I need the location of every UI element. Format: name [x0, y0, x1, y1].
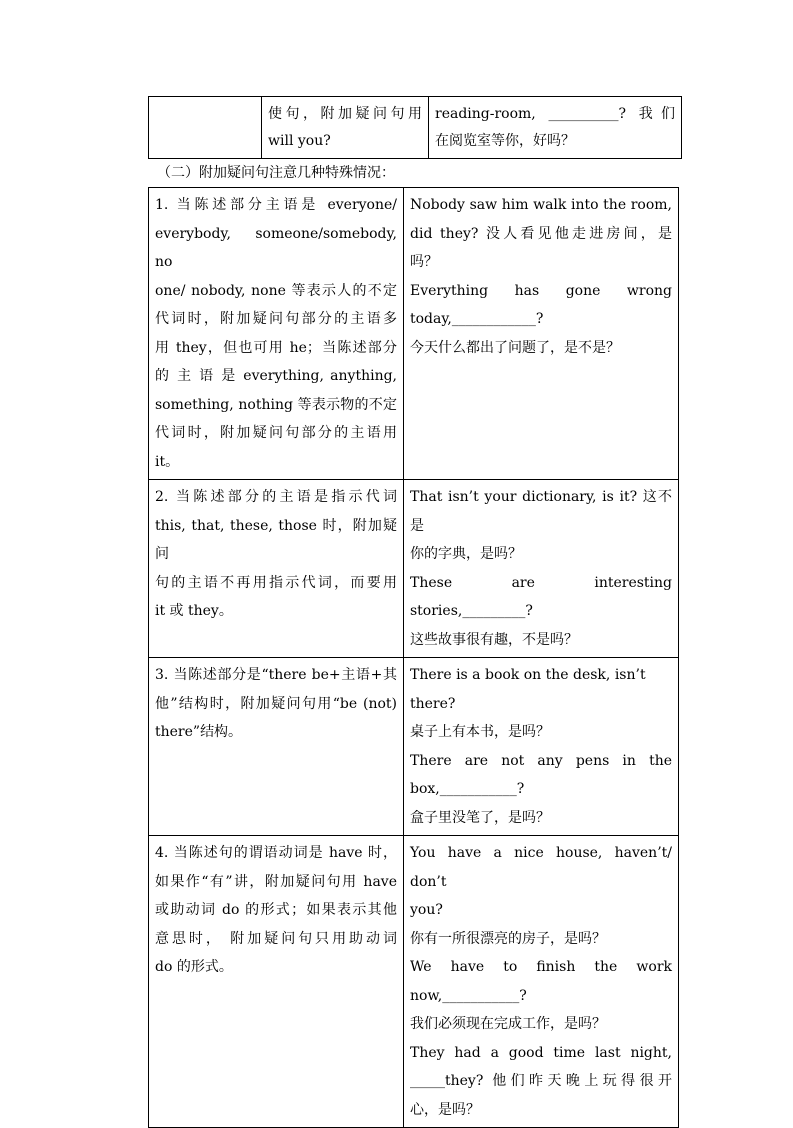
empty-cell [149, 97, 262, 159]
rule-line: do 的形式。 [155, 959, 233, 975]
example-line: You have a nice house, haven’t/ don’t [410, 845, 672, 890]
example-line: Nobody saw him walk into the room, [410, 197, 672, 213]
text-line: 使句，附加疑问句用 [268, 106, 422, 122]
rule-line: 意思时， 附加疑问句只用助动词 [155, 930, 397, 947]
example-line: That isn’t your dictionary, is it? 这不是 [410, 489, 672, 534]
rule-line: 3. 当陈述部分是“there be+主语+其 [155, 667, 397, 683]
rule-cell [149, 836, 404, 1128]
table-row [149, 836, 679, 1128]
example-line: 桌子上有本书，是吗？ [410, 724, 550, 740]
rule-line: 用 they，但也可用 he；当陈述部分 [155, 339, 397, 356]
example-cell [429, 97, 682, 159]
example-line: They had a good time last night, [410, 1044, 672, 1061]
rule-line: 句的主语不再用指示代词，而要用 [155, 574, 397, 591]
example-line: 你的字典，是吗？ [410, 546, 522, 562]
example-line: _____they? 他们昨天晚上玩得很开 [410, 1073, 672, 1089]
rule-cell [149, 188, 404, 480]
text-line: 在阅览室等你，好吗？ [435, 133, 575, 149]
rule-line: 代词时，附加疑问句部分的主语多 [155, 311, 397, 327]
rule-line: there”结构。 [155, 724, 243, 740]
rule-line: one/ nobody, none 等表示人的不定 [155, 282, 397, 299]
rule-line: 他”结构时，附加疑问句用“be (not) [155, 695, 397, 712]
rule-line: it 或 they。 [155, 603, 233, 619]
text-line: will you? [268, 133, 331, 149]
example-line: There are not any pens in the [410, 752, 672, 769]
example-line: 吗？ [410, 254, 438, 270]
rule-line: 如果作“有”讲，附加疑问句用 have [155, 873, 397, 890]
example-line: 今天什么都出了问题了，是不是？ [410, 339, 620, 356]
example-cell [404, 480, 679, 658]
example-line: you? [410, 902, 443, 918]
rule-line: this, that, these, those 时，附加疑问 [155, 517, 397, 562]
rule-cell [149, 658, 404, 836]
example-line: We have to finish the work [410, 959, 672, 975]
rule-line: 代词时，附加疑问句部分的主语用 [155, 425, 397, 441]
table-row [149, 97, 682, 159]
rule-line: 4. 当陈述句的谓语动词是 have 时， [155, 845, 397, 861]
top-table-fragment [148, 96, 682, 159]
rule-line: something, nothing 等表示物的不定 [155, 396, 397, 413]
example-line: today,____________? [410, 311, 544, 327]
example-line: stories,_________? [410, 603, 533, 619]
text-line: reading-room, __________? 我们 [435, 106, 675, 122]
example-line: 我们必须现在完成工作，是吗？ [410, 1016, 606, 1032]
table-row [149, 480, 679, 658]
example-line: 这些故事很有趣，不是吗？ [410, 631, 578, 648]
special-cases-table [148, 187, 679, 1128]
rule-line: it。 [155, 453, 180, 470]
rule-line: 或助动词 do 的形式；如果表示其他 [155, 902, 397, 918]
example-line: 盒子里没笔了，是吗？ [410, 809, 550, 826]
example-line: box,___________? [410, 781, 525, 797]
table-row [149, 188, 679, 480]
table-row [149, 658, 679, 836]
example-line: 心，是吗？ [410, 1101, 480, 1118]
rule-line: everybody, someone/somebody, no [155, 225, 397, 270]
example-line: now,___________? [410, 987, 527, 1004]
rule-line: 1. 当陈述部分主语是 everyone/ [155, 197, 397, 213]
example-cell [404, 836, 679, 1128]
example-line: There is a book on the desk, isn’t there? [410, 667, 646, 712]
example-cell [404, 188, 679, 480]
example-line: 你有一所很漂亮的房子，是吗？ [410, 930, 606, 947]
rule-cell [149, 480, 404, 658]
rule-cell [262, 97, 429, 159]
example-line: These are interesting [410, 574, 672, 591]
rule-line: 2. 当陈述部分的主语是指示代词 [155, 489, 397, 505]
section-heading: （二）附加疑问句注意几种特殊情况： [157, 165, 395, 181]
example-cell [404, 658, 679, 836]
rule-line: 的 主 语 是 everything, anything, [155, 368, 397, 384]
example-line: Everything has gone wrong [410, 282, 672, 299]
example-line: did they? 没人看见他走进房间，是 [410, 225, 672, 242]
